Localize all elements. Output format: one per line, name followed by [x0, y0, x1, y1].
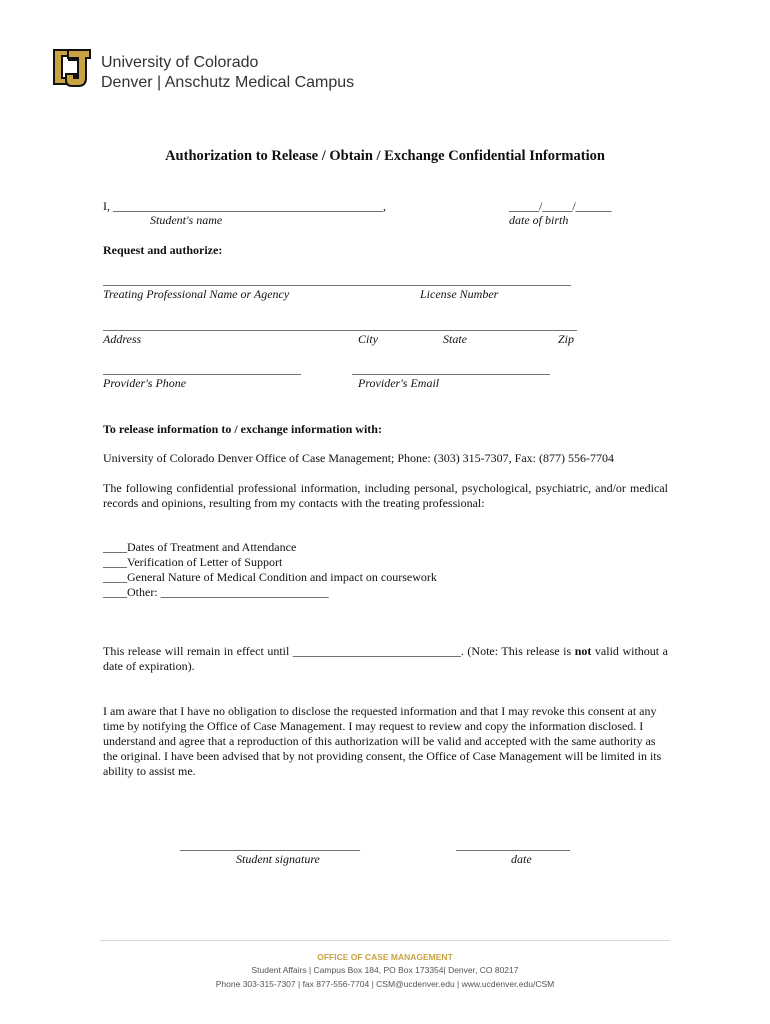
checklist-item[interactable]: ____General Nature of Medical Condition and impact on coursework — [103, 570, 437, 584]
email-field[interactable]: _________________________________ — [352, 362, 550, 376]
dob-label: date of birth — [509, 213, 569, 227]
page-title: Authorization to Release / Obtain / Exchange Confidential Information — [165, 148, 605, 164]
footer-address: Student Affairs | Campus Box 184, PO Box 173354| Denver, CO 80217 — [251, 965, 519, 975]
cu-logo-icon — [52, 46, 92, 88]
footer-office: OFFICE OF CASE MANAGEMENT — [317, 952, 453, 962]
footer-contact: Phone 303-315-7307 | fax 877-556-7704 | CSM@ucdenver.edu | www.ucdenver.edu/CSM — [215, 979, 555, 989]
checklist-item[interactable]: ____Verification of Letter of Support — [103, 555, 283, 569]
city-label: City — [358, 332, 378, 346]
expiration-text-1: This release will remain in effect until ____________________________. (Note: This release is — [103, 644, 575, 658]
expiration-paragraph[interactable] — [103, 644, 668, 674]
professional-field[interactable]: ______________________________________________________________________________ — [103, 273, 571, 287]
university-name: University of Colorado — [101, 54, 259, 71]
footer-divider — [100, 940, 670, 941]
request-heading: Request and authorize: — [103, 243, 223, 257]
student-name-field[interactable]: I, _____________________________________________, — [103, 199, 386, 213]
license-label: License Number — [420, 287, 499, 301]
zip-label: Zip — [558, 332, 575, 346]
state-label: State — [443, 332, 467, 346]
checklist-item[interactable]: ____Dates of Treatment and Attendance — [103, 540, 297, 554]
address-label: Address — [103, 332, 142, 346]
address-field[interactable]: _______________________________________________________________________________ — [103, 318, 577, 332]
expiration-not: not — [574, 644, 592, 658]
campus-name: Denver | Anschutz Medical Campus — [101, 74, 355, 91]
expiration-text-2: valid without a date of expiration). — [103, 644, 668, 673]
dob-field[interactable]: _____/_____/______ — [509, 199, 612, 213]
phone-label: Provider's Phone — [103, 376, 187, 390]
student-name-label: Student's name — [150, 213, 223, 227]
info-paragraph: The following confidential professional information, including personal, psychological, psychiatric, and/or medical records and opinions, resulting from my contacts with the treating professional: — [103, 481, 668, 510]
checklist-item[interactable]: ____Other: ____________________________ — [103, 585, 329, 599]
email-label: Provider's Email — [358, 376, 440, 390]
phone-field[interactable]: _________________________________ — [103, 362, 301, 376]
consent-paragraph: I am aware that I have no obligation to disclose the requested information and that I may revoke this consent at any time by notifying the Office of Case Management. I may request to review and copy the information disclosed. I understand and agree that a reproduction of this authorization will be valid and accepted with the same authority as the original. I have been advised that by not providing consent, the Office of Case Management will be limited in its ability to assist me. — [103, 704, 662, 778]
professional-label: Treating Professional Name or Agency — [103, 287, 290, 301]
signature-field[interactable]: ______________________________ — [180, 838, 360, 852]
release-heading: To release information to / exchange information with: — [103, 422, 382, 436]
signature-date-field[interactable]: ___________________ — [456, 838, 570, 852]
signature-date-label: date — [511, 852, 532, 866]
office-contact-line: University of Colorado Denver Office of Case Management; Phone: (303) 315-7307, Fax: (877) 556-7704 — [103, 451, 615, 465]
signature-label: Student signature — [236, 852, 320, 866]
